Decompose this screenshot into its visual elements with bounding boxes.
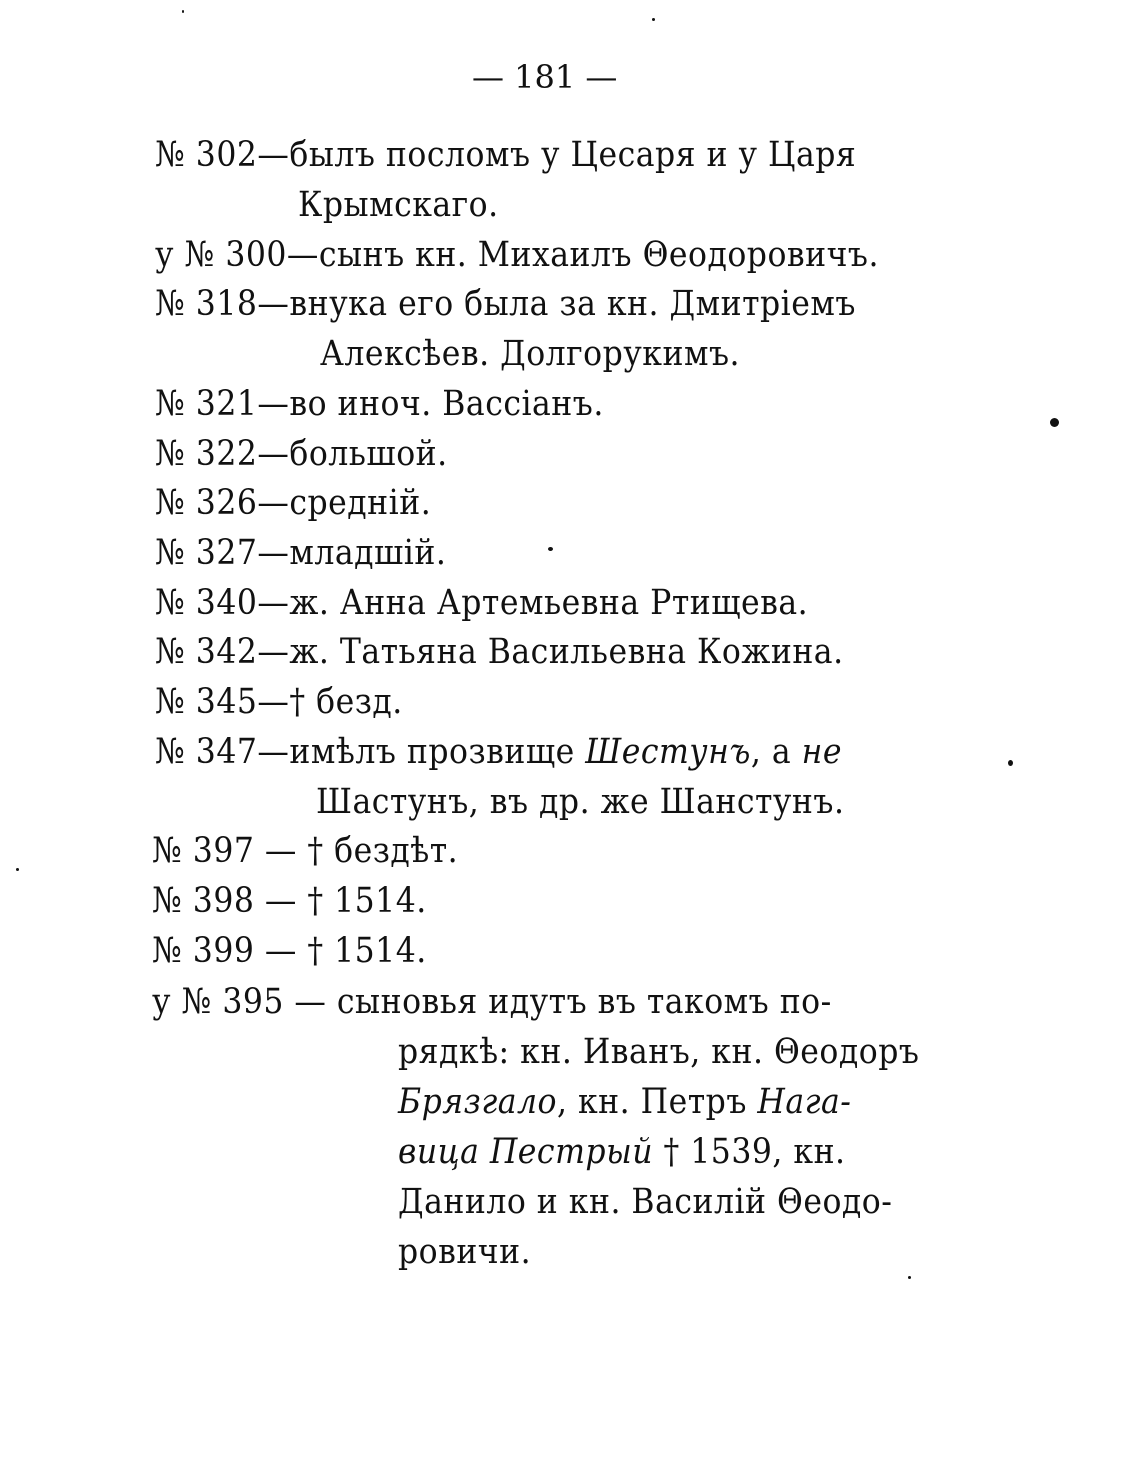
page-number: — 181 —	[472, 58, 618, 96]
italic-bryazgalo: Брязгало	[398, 1082, 557, 1122]
scan-speck	[1050, 418, 1059, 427]
scan-speck	[182, 10, 184, 13]
entry-322: № 322—большой.	[155, 434, 448, 474]
entry-347-cont: Шастунъ, въ др. же Шанстунъ.	[316, 782, 845, 822]
entry-347-italic-shestun: Шестунъ	[585, 732, 751, 772]
entry-321: № 321—во иноч. Вассіанъ.	[155, 384, 604, 424]
scan-speck	[652, 18, 655, 21]
scan-speck	[16, 868, 19, 871]
entry-395-cont-1: рядкѣ: кн. Иванъ, кн. Θеодоръ	[398, 1032, 920, 1072]
scan-speck	[908, 1276, 911, 1279]
entry-345: № 345—† безд.	[155, 682, 403, 722]
entry-327: № 327—младшiй.	[155, 533, 447, 573]
entry-347-prefix: № 347—имѣлъ прозвище	[155, 732, 586, 772]
entry-395: у № 395 — сыновья идутъ въ такомъ по-	[152, 982, 832, 1022]
entry-347-italic-ne: не	[801, 732, 842, 772]
entry-395-cont-5: ровичи.	[398, 1232, 532, 1272]
entry-395-cont-2	[398, 1082, 852, 1122]
entry-302-cont: Крымскаго.	[298, 185, 499, 225]
entry-347-middle: , а	[750, 732, 802, 772]
entry-318-cont: Алексѣев. Долгорукимъ.	[320, 334, 740, 374]
entry-326: № 326—среднiй.	[155, 483, 432, 523]
entry-395-cont-3-rest: † 1539, кн.	[653, 1132, 846, 1172]
entry-395-cont-4: Данило и кн. Василiй Θеодо-	[398, 1182, 893, 1222]
entry-302: № 302—былъ посломъ у Цесаря и у Царя	[155, 135, 857, 175]
entry-397: № 397 — † бездѣт.	[152, 831, 459, 871]
entry-342: № 342—ж. Татьяна Васильевна Кожина.	[155, 632, 844, 672]
italic-vitsa-pestry: вица Пестрый	[398, 1132, 654, 1172]
entry-395-cont-3	[398, 1132, 846, 1172]
italic-naga: Нага-	[757, 1082, 852, 1122]
scan-speck	[1008, 760, 1013, 766]
entry-398: № 398 — † 1514.	[152, 881, 427, 921]
entry-318: № 318—внука его была за кн. Дмитріемъ	[155, 284, 856, 324]
entry-347	[155, 732, 842, 772]
entry-340: № 340—ж. Анна Артемьевна Ртищева.	[155, 583, 809, 623]
scan-speck	[548, 547, 553, 551]
entry-300: у № 300—сынъ кн. Михаилъ Θеодоровичъ.	[155, 235, 879, 275]
entry-399: № 399 — † 1514.	[152, 931, 427, 971]
entry-395-cont-2-middle: , кн. Петръ	[557, 1082, 758, 1122]
